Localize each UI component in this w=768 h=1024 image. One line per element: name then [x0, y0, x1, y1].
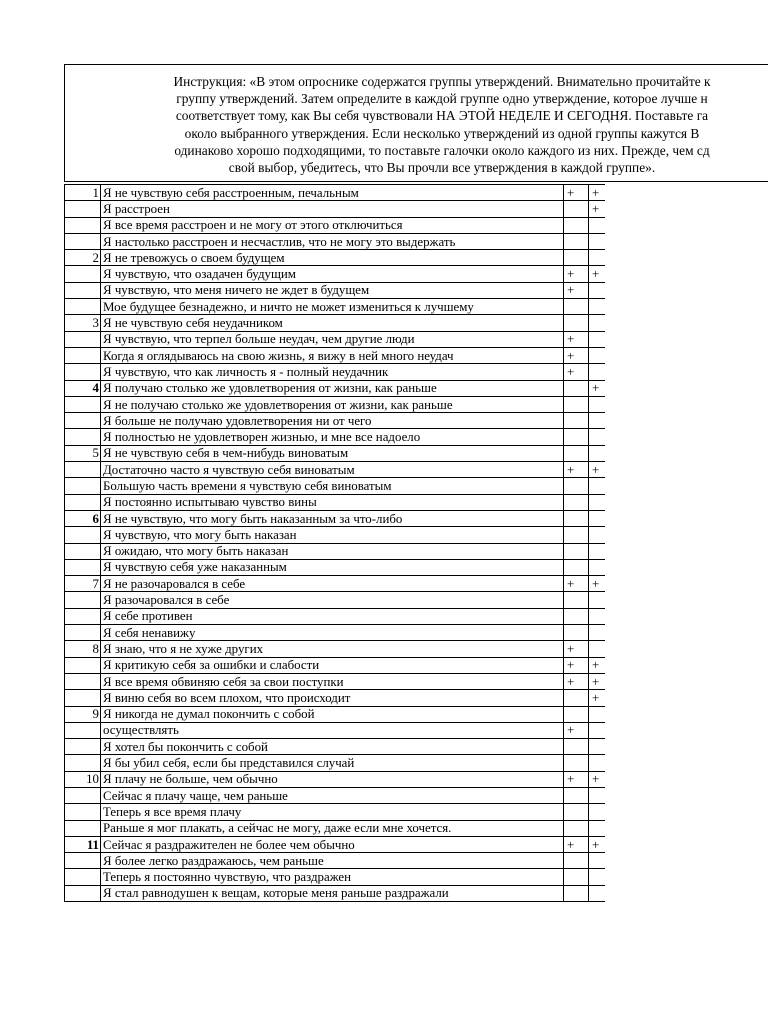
statement-row	[65, 885, 605, 901]
item-number	[65, 625, 101, 641]
item-number	[65, 739, 101, 755]
mark-cell-1[interactable]: +	[564, 347, 589, 363]
item-number	[65, 299, 101, 315]
mark-cell-2[interactable]	[589, 494, 605, 510]
statement-row	[65, 820, 605, 836]
statement-text: Я плачу не больше, чем обычно	[101, 771, 564, 787]
statement-text: Я полностью не удовлетворен жизнью, и мне все надоело	[101, 429, 564, 445]
mark-cell-1[interactable]	[564, 820, 589, 836]
questionnaire-table	[64, 184, 605, 902]
statement-row	[65, 250, 605, 266]
statement-row	[65, 445, 605, 461]
item-number	[65, 869, 101, 885]
statement-row	[65, 771, 605, 787]
statement-text: Я никогда не думал покончить с собой	[101, 706, 564, 722]
statement-row	[65, 380, 605, 396]
instruction-line: Инструкция: «В этом опроснике содержатся группы утверждений. Внимательно прочитайте к	[173, 74, 711, 89]
mark-cell-2[interactable]	[589, 592, 605, 608]
item-number: 8	[65, 641, 101, 657]
mark-cell-1[interactable]	[564, 299, 589, 315]
mark-cell-2[interactable]	[589, 413, 605, 429]
mark-cell-2[interactable]: +	[589, 576, 605, 592]
mark-cell-2[interactable]: +	[589, 185, 605, 201]
mark-cell-1[interactable]: +	[564, 266, 589, 282]
mark-cell-1[interactable]	[564, 380, 589, 396]
instruction-line: группу утверждений. Затем определите в каждой группе одно утверждение, которое лучше н	[176, 91, 708, 107]
statement-row	[65, 282, 605, 298]
item-number	[65, 722, 101, 738]
mark-cell-2[interactable]	[589, 722, 605, 738]
mark-cell-2[interactable]	[589, 739, 605, 755]
mark-cell-2[interactable]	[589, 885, 605, 901]
item-number	[65, 608, 101, 624]
statement-text: Я настолько расстроен и несчастлив, что не могу это выдержать	[101, 233, 564, 249]
mark-cell-2[interactable]	[589, 250, 605, 266]
statement-row	[65, 869, 605, 885]
mark-cell-1[interactable]	[564, 885, 589, 901]
mark-cell-1[interactable]	[564, 690, 589, 706]
mark-cell-2[interactable]	[589, 396, 605, 412]
mark-cell-1[interactable]	[564, 429, 589, 445]
item-number	[65, 347, 101, 363]
statement-text: Я хотел бы покончить с собой	[101, 739, 564, 755]
statement-text: Я больше не получаю удовлетворения ни от чего	[101, 413, 564, 429]
mark-cell-1[interactable]	[564, 527, 589, 543]
statement-row	[65, 853, 605, 869]
statement-text: Сейчас я раздражителен не более чем обычно	[101, 836, 564, 852]
mark-cell-1[interactable]	[564, 625, 589, 641]
statement-text: Я стал равнодушен к вещам, которые меня раньше раздражали	[101, 885, 564, 901]
mark-cell-2[interactable]: +	[589, 266, 605, 282]
statement-text: Я более легко раздражаюсь, чем раньше	[101, 853, 564, 869]
statement-row	[65, 559, 605, 575]
item-number	[65, 543, 101, 559]
item-number	[65, 820, 101, 836]
statement-text: Я все время обвиняю себя за свои поступки	[101, 673, 564, 689]
item-number: 10	[65, 771, 101, 787]
statement-text: Достаточно часто я чувствую себя виноватым	[101, 462, 564, 478]
mark-cell-1[interactable]	[564, 315, 589, 331]
statement-row	[65, 185, 605, 201]
item-number: 9	[65, 706, 101, 722]
mark-cell-2[interactable]	[589, 559, 605, 575]
mark-cell-2[interactable]	[589, 527, 605, 543]
mark-cell-1[interactable]	[564, 201, 589, 217]
statement-text: Я ожидаю, что могу быть наказан	[101, 543, 564, 559]
mark-cell-2[interactable]	[589, 445, 605, 461]
statement-row	[65, 478, 605, 494]
mark-cell-2[interactable]	[589, 429, 605, 445]
item-number	[65, 804, 101, 820]
statement-row	[65, 576, 605, 592]
statement-text: осуществлять	[101, 722, 564, 738]
mark-cell-2[interactable]	[589, 543, 605, 559]
statement-text: Я чувствую, что меня ничего не ждет в будущем	[101, 282, 564, 298]
item-number	[65, 478, 101, 494]
mark-cell-2[interactable]: +	[589, 201, 605, 217]
statement-text: Я получаю столько же удовлетворения от жизни, как раньше	[101, 380, 564, 396]
mark-cell-2[interactable]	[589, 755, 605, 771]
mark-cell-1[interactable]: +	[564, 576, 589, 592]
statement-row	[65, 625, 605, 641]
statement-row	[65, 706, 605, 722]
mark-cell-1[interactable]	[564, 559, 589, 575]
item-number	[65, 690, 101, 706]
item-number	[65, 673, 101, 689]
item-number	[65, 364, 101, 380]
statement-text: Я критикую себя за ошибки и слабости	[101, 657, 564, 673]
item-number	[65, 201, 101, 217]
statement-row	[65, 331, 605, 347]
item-number	[65, 462, 101, 478]
statement-row	[65, 657, 605, 673]
mark-cell-2[interactable]	[589, 364, 605, 380]
mark-cell-1[interactable]: +	[564, 641, 589, 657]
instruction-cell	[64, 64, 768, 182]
statement-text: Я не разочаровался в себе	[101, 576, 564, 592]
mark-cell-1[interactable]	[564, 755, 589, 771]
item-number: 5	[65, 445, 101, 461]
statement-row	[65, 494, 605, 510]
statement-row	[65, 543, 605, 559]
item-number	[65, 266, 101, 282]
mark-cell-1[interactable]: +	[564, 364, 589, 380]
statement-row	[65, 592, 605, 608]
statement-text: Я себе противен	[101, 608, 564, 624]
mark-cell-1[interactable]	[564, 494, 589, 510]
mark-cell-1[interactable]: +	[564, 462, 589, 478]
item-number	[65, 787, 101, 803]
statement-row	[65, 804, 605, 820]
mark-cell-2[interactable]: +	[589, 657, 605, 673]
statement-row	[65, 315, 605, 331]
mark-cell-1[interactable]	[564, 233, 589, 249]
mark-cell-2[interactable]: +	[589, 836, 605, 852]
mark-cell-1[interactable]	[564, 853, 589, 869]
item-number	[65, 233, 101, 249]
statement-text: Я не тревожусь о своем будущем	[101, 250, 564, 266]
statement-text: Я чувствую, что терпел больше неудач, чем другие люди	[101, 331, 564, 347]
statement-text: Я не получаю столько же удовлетворения от жизни, как раньше	[101, 396, 564, 412]
mark-cell-2[interactable]	[589, 706, 605, 722]
statement-text: Теперь я все время плачу	[101, 804, 564, 820]
statement-text: Я не чувствую, что могу быть наказанным за что-либо	[101, 510, 564, 526]
mark-cell-1[interactable]: +	[564, 657, 589, 673]
item-number: 4	[65, 380, 101, 396]
mark-cell-1[interactable]: +	[564, 331, 589, 347]
item-number	[65, 331, 101, 347]
mark-cell-1[interactable]: +	[564, 836, 589, 852]
mark-cell-2[interactable]	[589, 315, 605, 331]
mark-cell-1[interactable]	[564, 510, 589, 526]
statement-row	[65, 527, 605, 543]
mark-cell-2[interactable]	[589, 804, 605, 820]
statement-text: Сейчас я плачу чаще, чем раньше	[101, 787, 564, 803]
item-number: 2	[65, 250, 101, 266]
statement-text: Я расстроен	[101, 201, 564, 217]
mark-cell-2[interactable]: +	[589, 771, 605, 787]
statement-text: Я бы убил себя, если бы представился случай	[101, 755, 564, 771]
statement-row	[65, 510, 605, 526]
mark-cell-2[interactable]	[589, 510, 605, 526]
item-number	[65, 429, 101, 445]
item-number: 11	[65, 836, 101, 852]
item-number	[65, 527, 101, 543]
questionnaire-body	[65, 185, 605, 902]
mark-cell-2[interactable]	[589, 331, 605, 347]
statement-text: Я чувствую, что как личность я - полный неудачник	[101, 364, 564, 380]
statement-text: Я не чувствую себя неудачником	[101, 315, 564, 331]
statement-row	[65, 364, 605, 380]
mark-cell-1[interactable]: +	[564, 722, 589, 738]
mark-cell-1[interactable]	[564, 478, 589, 494]
statement-row	[65, 233, 605, 249]
instruction-line: свой выбор, убедитесь, что Вы прочли все утверждения в каждой группе».	[228, 160, 656, 176]
mark-cell-1[interactable]	[564, 706, 589, 722]
item-number	[65, 396, 101, 412]
statement-row	[65, 608, 605, 624]
item-number	[65, 217, 101, 233]
mark-cell-1[interactable]	[564, 804, 589, 820]
item-number	[65, 853, 101, 869]
mark-cell-1[interactable]	[564, 445, 589, 461]
mark-cell-1[interactable]	[564, 217, 589, 233]
mark-cell-1[interactable]	[564, 739, 589, 755]
mark-cell-2[interactable]	[589, 217, 605, 233]
statement-text: Я все время расстроен и не могу от этого отключиться	[101, 217, 564, 233]
statement-row	[65, 673, 605, 689]
statement-text: Я чувствую себя уже наказанным	[101, 559, 564, 575]
mark-cell-2[interactable]: +	[589, 673, 605, 689]
mark-cell-1[interactable]	[564, 413, 589, 429]
item-number	[65, 592, 101, 608]
mark-cell-2[interactable]	[589, 869, 605, 885]
item-number	[65, 559, 101, 575]
statement-row	[65, 755, 605, 771]
mark-cell-1[interactable]	[564, 869, 589, 885]
item-number: 6	[65, 510, 101, 526]
mark-cell-1[interactable]	[564, 543, 589, 559]
statement-row	[65, 787, 605, 803]
mark-cell-1[interactable]	[564, 592, 589, 608]
statement-row	[65, 739, 605, 755]
statement-row	[65, 462, 605, 478]
mark-cell-2[interactable]	[589, 282, 605, 298]
item-number: 1	[65, 185, 101, 201]
statement-text: Я виню себя во всем плохом, что происходит	[101, 690, 564, 706]
mark-cell-1[interactable]	[564, 608, 589, 624]
mark-cell-2[interactable]	[589, 625, 605, 641]
statement-text: Я чувствую, что могу быть наказан	[101, 527, 564, 543]
mark-cell-2[interactable]	[589, 233, 605, 249]
statement-row	[65, 690, 605, 706]
mark-cell-2[interactable]: +	[589, 462, 605, 478]
statement-text: Мое будущее безнадежно, и ничто не может измениться к лучшему	[101, 299, 564, 315]
mark-cell-2[interactable]	[589, 641, 605, 657]
mark-cell-2[interactable]	[589, 478, 605, 494]
mark-cell-2[interactable]	[589, 299, 605, 315]
mark-cell-1[interactable]: +	[564, 673, 589, 689]
statement-row	[65, 299, 605, 315]
statement-text: Я чувствую, что озадачен будущим	[101, 266, 564, 282]
mark-cell-2[interactable]: +	[589, 380, 605, 396]
statement-row	[65, 201, 605, 217]
statement-text: Я не чувствую себя в чем-нибудь виноватым	[101, 445, 564, 461]
item-number: 3	[65, 315, 101, 331]
statement-text: Теперь я постоянно чувствую, что раздражен	[101, 869, 564, 885]
mark-cell-1[interactable]: +	[564, 185, 589, 201]
item-number	[65, 755, 101, 771]
statement-text: Раньше я мог плакать, а сейчас не могу, даже если мне хочется.	[101, 820, 564, 836]
statement-row	[65, 413, 605, 429]
mark-cell-1[interactable]	[564, 787, 589, 803]
statement-row	[65, 217, 605, 233]
item-number	[65, 494, 101, 510]
statement-text: Я не чувствую себя расстроенным, печальным	[101, 185, 564, 201]
statement-text: Я себя ненавижу	[101, 625, 564, 641]
instruction-line: соответствует тому, как Вы себя чувствовали НА ЭТОЙ НЕДЕЛЕ И СЕГОДНЯ. Поставьте га	[175, 108, 709, 124]
mark-cell-1[interactable]	[564, 250, 589, 266]
mark-cell-1[interactable]: +	[564, 282, 589, 298]
instruction-line: около выбранного утверждения. Если несколько утверждений из одной группы кажутся В	[184, 125, 700, 141]
mark-cell-2[interactable]	[589, 820, 605, 836]
statement-text: Я постоянно испытываю чувство вины	[101, 494, 564, 510]
statement-row	[65, 396, 605, 412]
statement-text: Я знаю, что я не хуже других	[101, 641, 564, 657]
item-number	[65, 413, 101, 429]
item-number: 7	[65, 576, 101, 592]
statement-row	[65, 722, 605, 738]
item-number	[65, 885, 101, 901]
statement-text: Большую часть времени я чувствую себя виноватым	[101, 478, 564, 494]
statement-row	[65, 429, 605, 445]
mark-cell-1[interactable]: +	[564, 771, 589, 787]
mark-cell-2[interactable]	[589, 853, 605, 869]
instruction-line: одинаково хорошо подходящими, то поставьте галочки около каждого из них. Прежде, чем сд	[174, 142, 710, 158]
mark-cell-2[interactable]	[589, 347, 605, 363]
statement-row	[65, 641, 605, 657]
statement-text: Я разочаровался в себе	[101, 592, 564, 608]
item-number	[65, 282, 101, 298]
instruction-text	[64, 73, 768, 176]
statement-row	[65, 266, 605, 282]
statement-row	[65, 347, 605, 363]
mark-cell-1[interactable]	[564, 396, 589, 412]
mark-cell-2[interactable]	[589, 787, 605, 803]
item-number	[65, 657, 101, 673]
mark-cell-2[interactable]	[589, 608, 605, 624]
statement-row	[65, 836, 605, 852]
mark-cell-2[interactable]: +	[589, 690, 605, 706]
statement-text: Когда я оглядываюсь на свою жизнь, я вижу в ней много неудач	[101, 347, 564, 363]
